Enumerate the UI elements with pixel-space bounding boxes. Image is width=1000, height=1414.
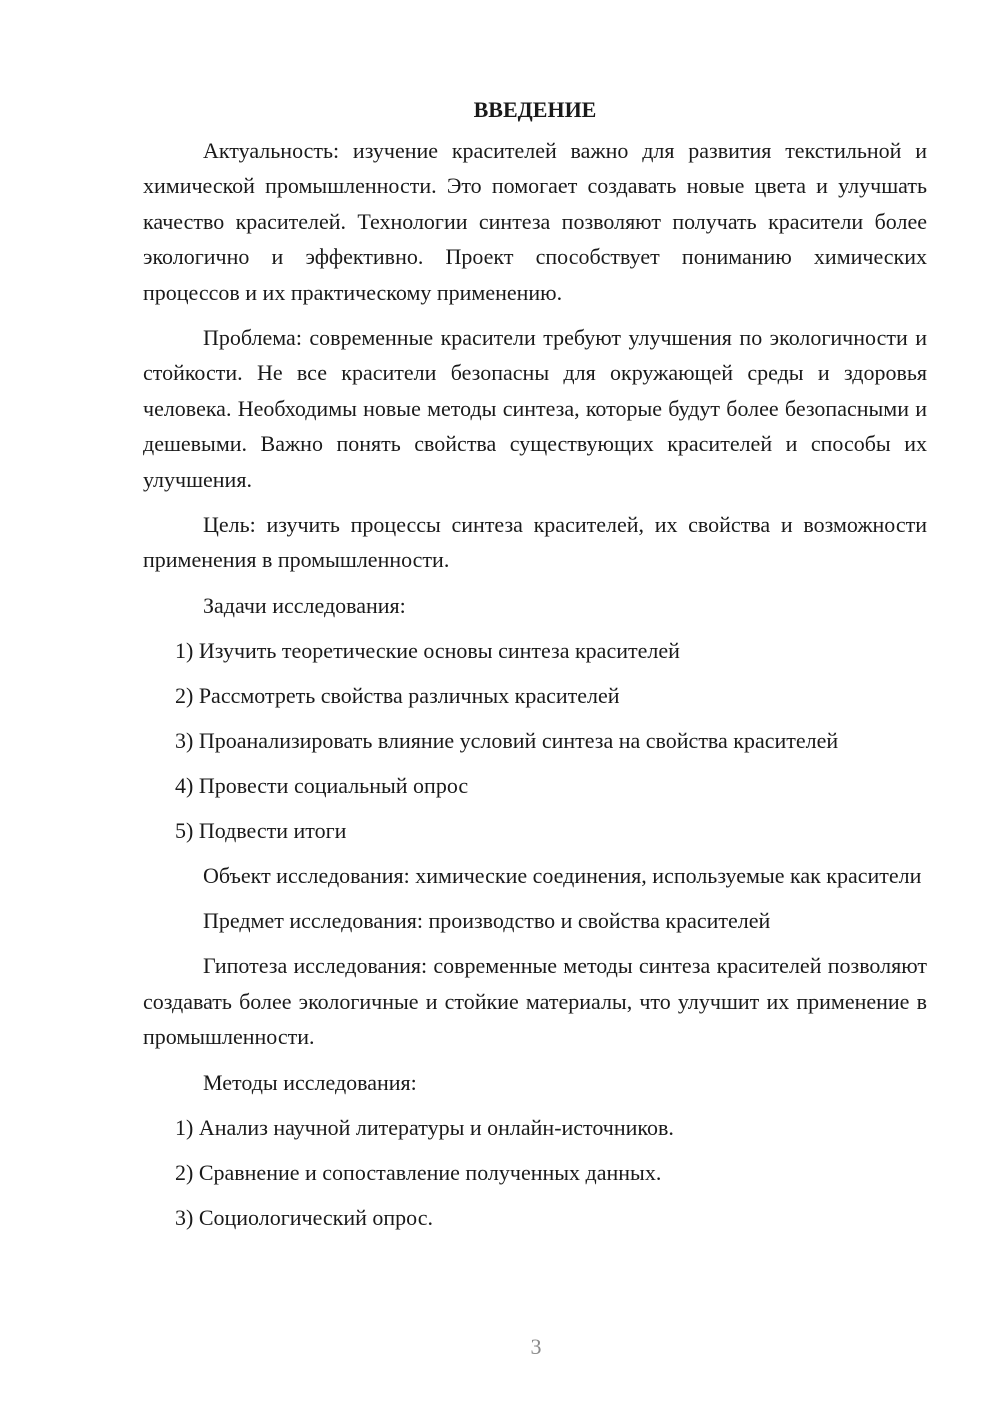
page-number: 3 <box>530 1334 542 1359</box>
subject-paragraph: Предмет исследования: производство и свойства красителей <box>203 908 771 934</box>
relevance-paragraph: Актуальность: изучение красителей важно для развития текстильной и химической промышленности. Это помогает создавать новые цвета и улучшать качество красителей. Технологии синтеза позволяют получать красители более экологично и эффективно. Проект способствует пониманию химических процессов и их практическому применению. <box>143 138 927 305</box>
methods-heading: Методы исследования: <box>203 1069 417 1095</box>
hypothesis-paragraph: Гипотеза исследования: современные методы синтеза красителей позволяют создавать более экологичные и стойкие материалы, что улучшит их применение в промышленности. <box>143 953 927 1050</box>
methods-list <box>143 1110 927 1235</box>
list-item: 5) Подвести итоги <box>175 817 347 843</box>
document-page <box>143 92 927 1245</box>
page-title: ВВЕДЕНИЕ <box>473 97 597 122</box>
list-item: 3) Проанализировать влияние условий синтеза на свойства красителей <box>175 727 839 753</box>
problem-paragraph: Проблема: современные красители требуют улучшения по экологичности и стойкости. Не все красители безопасны для окружающей среды и здоровья человека. Необходимы новые методы синтеза, которые будут более безопасными и дешевыми. Важно понять свойства существующих красителей и способы их улучшения. <box>143 325 927 492</box>
list-item: 2) Рассмотреть свойства различных красителей <box>175 682 620 708</box>
tasks-list <box>143 633 927 848</box>
object-paragraph: Объект исследования: химические соединения, используемые как красители <box>203 862 922 888</box>
list-item: 4) Провести социальный опрос <box>175 772 469 798</box>
list-item: 1) Анализ научной литературы и онлайн-источников. <box>175 1114 674 1140</box>
list-item: 1) Изучить теоретические основы синтеза красителей <box>175 637 680 663</box>
tasks-heading: Задачи исследования: <box>203 592 406 618</box>
list-item: 3) Социологический опрос. <box>175 1204 433 1230</box>
list-item: 2) Сравнение и сопоставление полученных данных. <box>175 1159 662 1185</box>
goal-paragraph: Цель: изучить процессы синтеза красителей, их свойства и возможности применения в промышленности. <box>143 512 927 573</box>
